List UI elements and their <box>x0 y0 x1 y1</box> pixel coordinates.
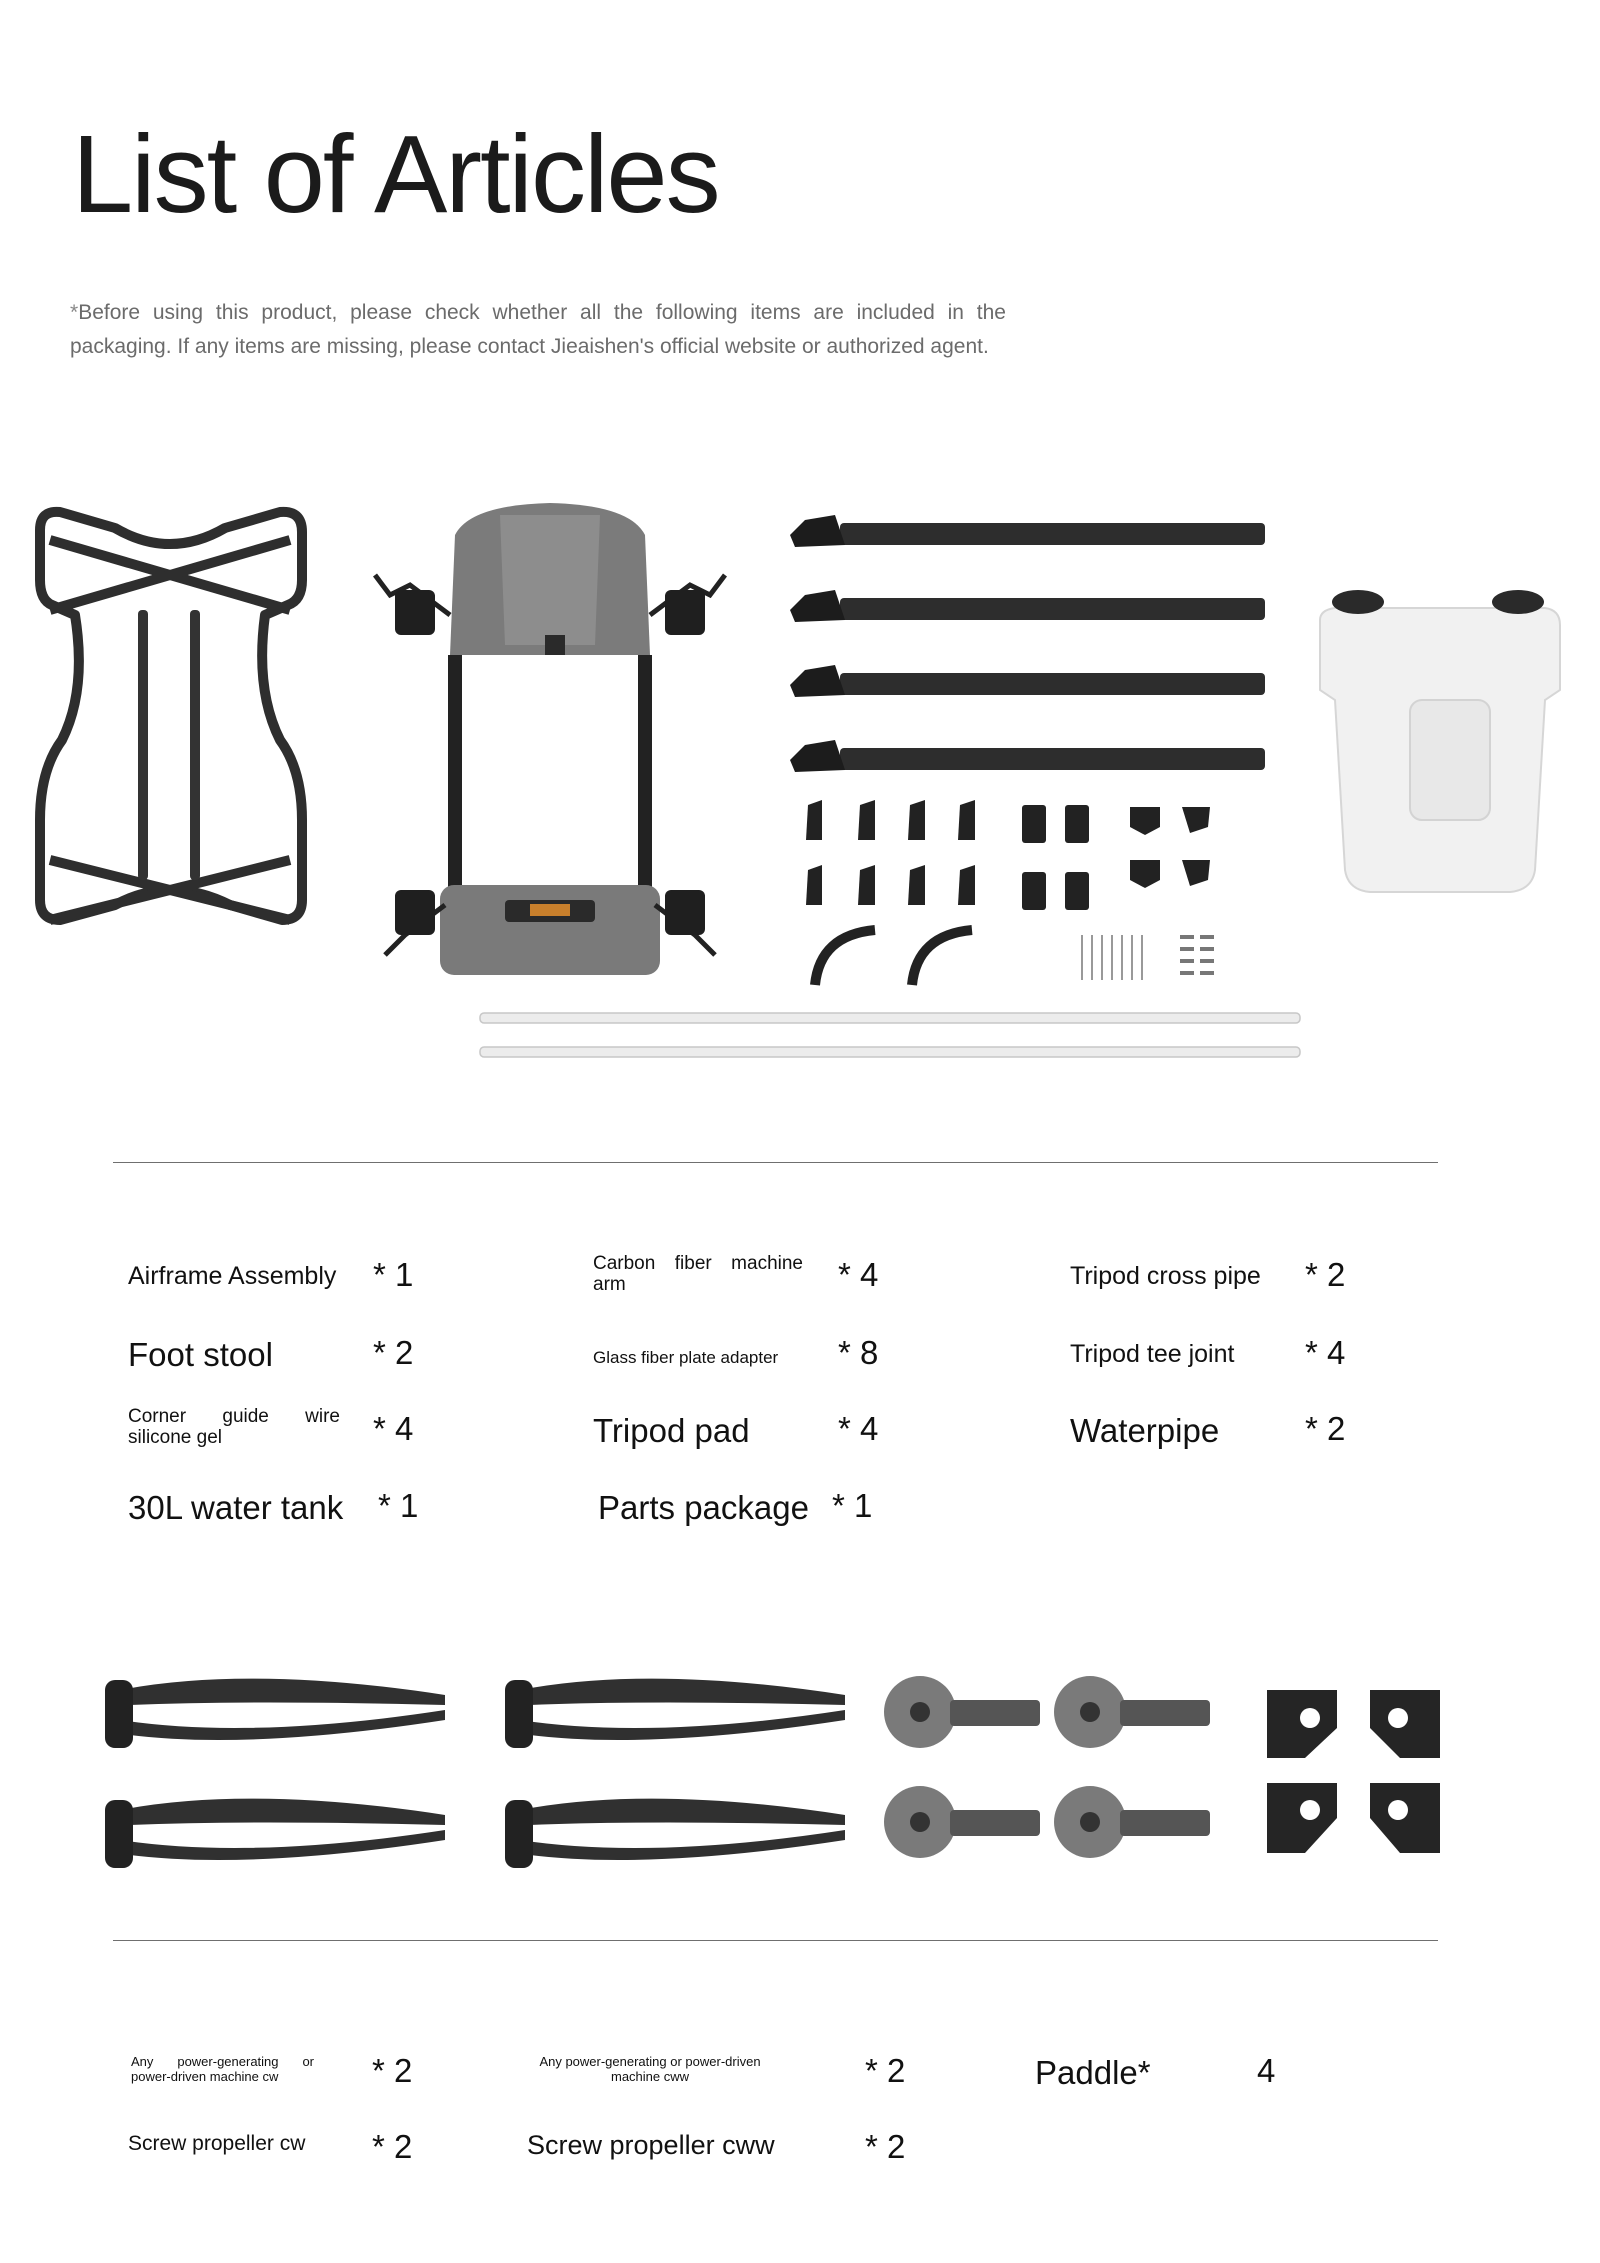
item-label: 30L water tank <box>128 1489 344 1526</box>
item-label: Any power-generating or power-driven machine cw <box>131 2054 314 2084</box>
item-qty: * 4 <box>838 1256 879 1293</box>
packaging-note <box>70 296 1006 364</box>
item-label: Screw propeller cw <box>128 2132 306 2155</box>
section2-top-divider <box>113 1940 1438 1941</box>
note-text: Before using this product, please check whether all the following items are included in the packaging. If any items are missing, please contact Jieaishen's official website or authorized agent. <box>70 301 1006 358</box>
item-qty: * 4 <box>373 1410 414 1447</box>
item-qty: * 1 <box>832 1487 873 1524</box>
item-label: Waterpipe <box>1070 1412 1220 1449</box>
carbon-arms-illustration <box>785 505 1270 785</box>
item-label: Glass fiber plate adapter <box>593 1348 779 1367</box>
item-qty: 4 <box>1257 2052 1276 2089</box>
item-qty: * 2 <box>865 2128 906 2165</box>
item-qty: * 2 <box>1305 1256 1346 1293</box>
water-tank-illustration <box>1310 580 1570 900</box>
item-label: Corner guide wire silicone gel <box>128 1406 340 1448</box>
item-qty: * 4 <box>1305 1334 1346 1371</box>
item-qty: * 2 <box>372 2128 413 2165</box>
foot-stool-illustration <box>20 500 320 980</box>
item-label: Foot stool <box>128 1336 273 1373</box>
item-label: Any power-generating or power-driven machine cww <box>539 2054 761 2084</box>
item-label: Tripod tee joint <box>1070 1340 1235 1368</box>
item-label: Carbon fiber machine arm <box>593 1253 803 1295</box>
item-qty: * 2 <box>372 2052 413 2089</box>
item-label: Parts package <box>598 1489 809 1526</box>
small-parts-illustration <box>800 795 1260 995</box>
note-asterisk: * <box>70 301 79 324</box>
item-qty: * 1 <box>373 1256 414 1293</box>
item-label: Tripod pad <box>593 1412 750 1449</box>
page-title: List of Articles <box>72 113 719 236</box>
airframe-assembly-illustration <box>350 495 750 1005</box>
item-qty: * 2 <box>1305 1410 1346 1447</box>
item-qty: * 8 <box>838 1334 879 1371</box>
mount-plates-illustration <box>1265 1688 1450 1858</box>
item-qty: * 2 <box>865 2052 906 2089</box>
item-label: Screw propeller cww <box>527 2130 775 2160</box>
item-qty: * 2 <box>373 1334 414 1371</box>
item-label: Paddle* <box>1035 2054 1151 2091</box>
item-qty: * 4 <box>838 1410 879 1447</box>
propellers-illustration <box>100 1660 860 1900</box>
section1-top-divider <box>113 1162 1438 1163</box>
item-label: Tripod cross pipe <box>1070 1262 1261 1290</box>
motors-illustration <box>880 1670 1220 1870</box>
waterpipes-illustration <box>480 1005 1300 1065</box>
item-label: Airframe Assembly <box>128 1262 337 1290</box>
item-qty: * 1 <box>378 1487 419 1524</box>
